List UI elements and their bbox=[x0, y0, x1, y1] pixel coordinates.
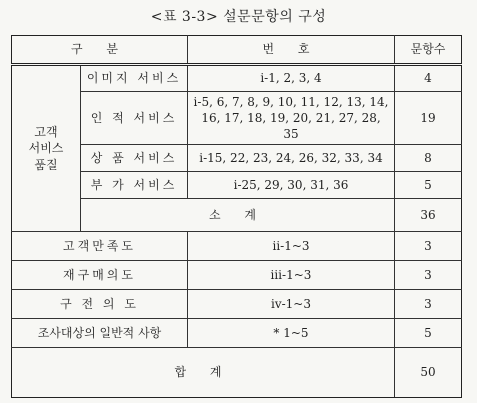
sub-category: 부 가 서비스 bbox=[81, 172, 188, 199]
item-count: 5 bbox=[395, 172, 462, 199]
item-count: 3 bbox=[395, 261, 462, 290]
category-label: 고객만족도 bbox=[12, 232, 188, 261]
item-numbers: ⅰ-15, 22, 23, 24, 26, 32, 33, 34 bbox=[188, 145, 395, 172]
total-row bbox=[12, 348, 462, 398]
item-numbers-line: ⅰ-5, 6, 7, 8, 9, 10, 11, 12, 13, 14, bbox=[193, 94, 389, 109]
item-numbers: * 1~5 bbox=[188, 319, 395, 348]
subtotal-count: 36 bbox=[395, 199, 462, 232]
item-numbers bbox=[188, 92, 395, 145]
item-count: 8 bbox=[395, 145, 462, 172]
sub-category: 상 품 서비스 bbox=[81, 145, 188, 172]
item-count: 3 bbox=[395, 290, 462, 319]
item-numbers: ⅰ-25, 29, 30, 31, 36 bbox=[188, 172, 395, 199]
header-count: 문항수 bbox=[395, 36, 462, 65]
table-row bbox=[12, 319, 462, 348]
header-category: 구 분 bbox=[12, 36, 188, 65]
category-label: 재구매의도 bbox=[12, 261, 188, 290]
item-numbers: ⅲ-1~3 bbox=[188, 261, 395, 290]
subtotal-label: 소 계 bbox=[81, 199, 395, 232]
total-count: 50 bbox=[395, 348, 462, 398]
item-numbers: ⅱ-1~3 bbox=[188, 232, 395, 261]
survey-composition-table bbox=[11, 35, 462, 398]
item-count: 4 bbox=[395, 65, 462, 92]
table-row bbox=[12, 290, 462, 319]
item-numbers: ⅳ-1~3 bbox=[188, 290, 395, 319]
sub-category: 인 적 서비스 bbox=[81, 92, 188, 145]
header-row bbox=[12, 36, 462, 65]
item-numbers-line: 16, 17, 18, 19, 20, 21, 27, 28, 35 bbox=[201, 110, 381, 142]
item-count: 19 bbox=[395, 92, 462, 145]
category-label: 구 전 의 도 bbox=[12, 290, 188, 319]
total-label: 합 계 bbox=[12, 348, 395, 398]
group-label-line: 서비스 bbox=[28, 141, 64, 156]
item-count: 5 bbox=[395, 319, 462, 348]
group-label-line: 품질 bbox=[34, 157, 58, 172]
item-count: 3 bbox=[395, 232, 462, 261]
table-row bbox=[12, 232, 462, 261]
group-label bbox=[12, 65, 81, 232]
group-label-line: 고객 bbox=[34, 125, 58, 140]
item-numbers: ⅰ-1, 2, 3, 4 bbox=[188, 65, 395, 92]
table-caption: <표 3-3> 설문문항의 구성 bbox=[150, 9, 327, 25]
table-row bbox=[12, 261, 462, 290]
category-label: 조사대상의 일반적 사항 bbox=[12, 319, 188, 348]
header-number: 번 호 bbox=[188, 36, 395, 65]
table-row bbox=[12, 65, 462, 92]
sub-category: 이미지 서비스 bbox=[81, 65, 188, 92]
